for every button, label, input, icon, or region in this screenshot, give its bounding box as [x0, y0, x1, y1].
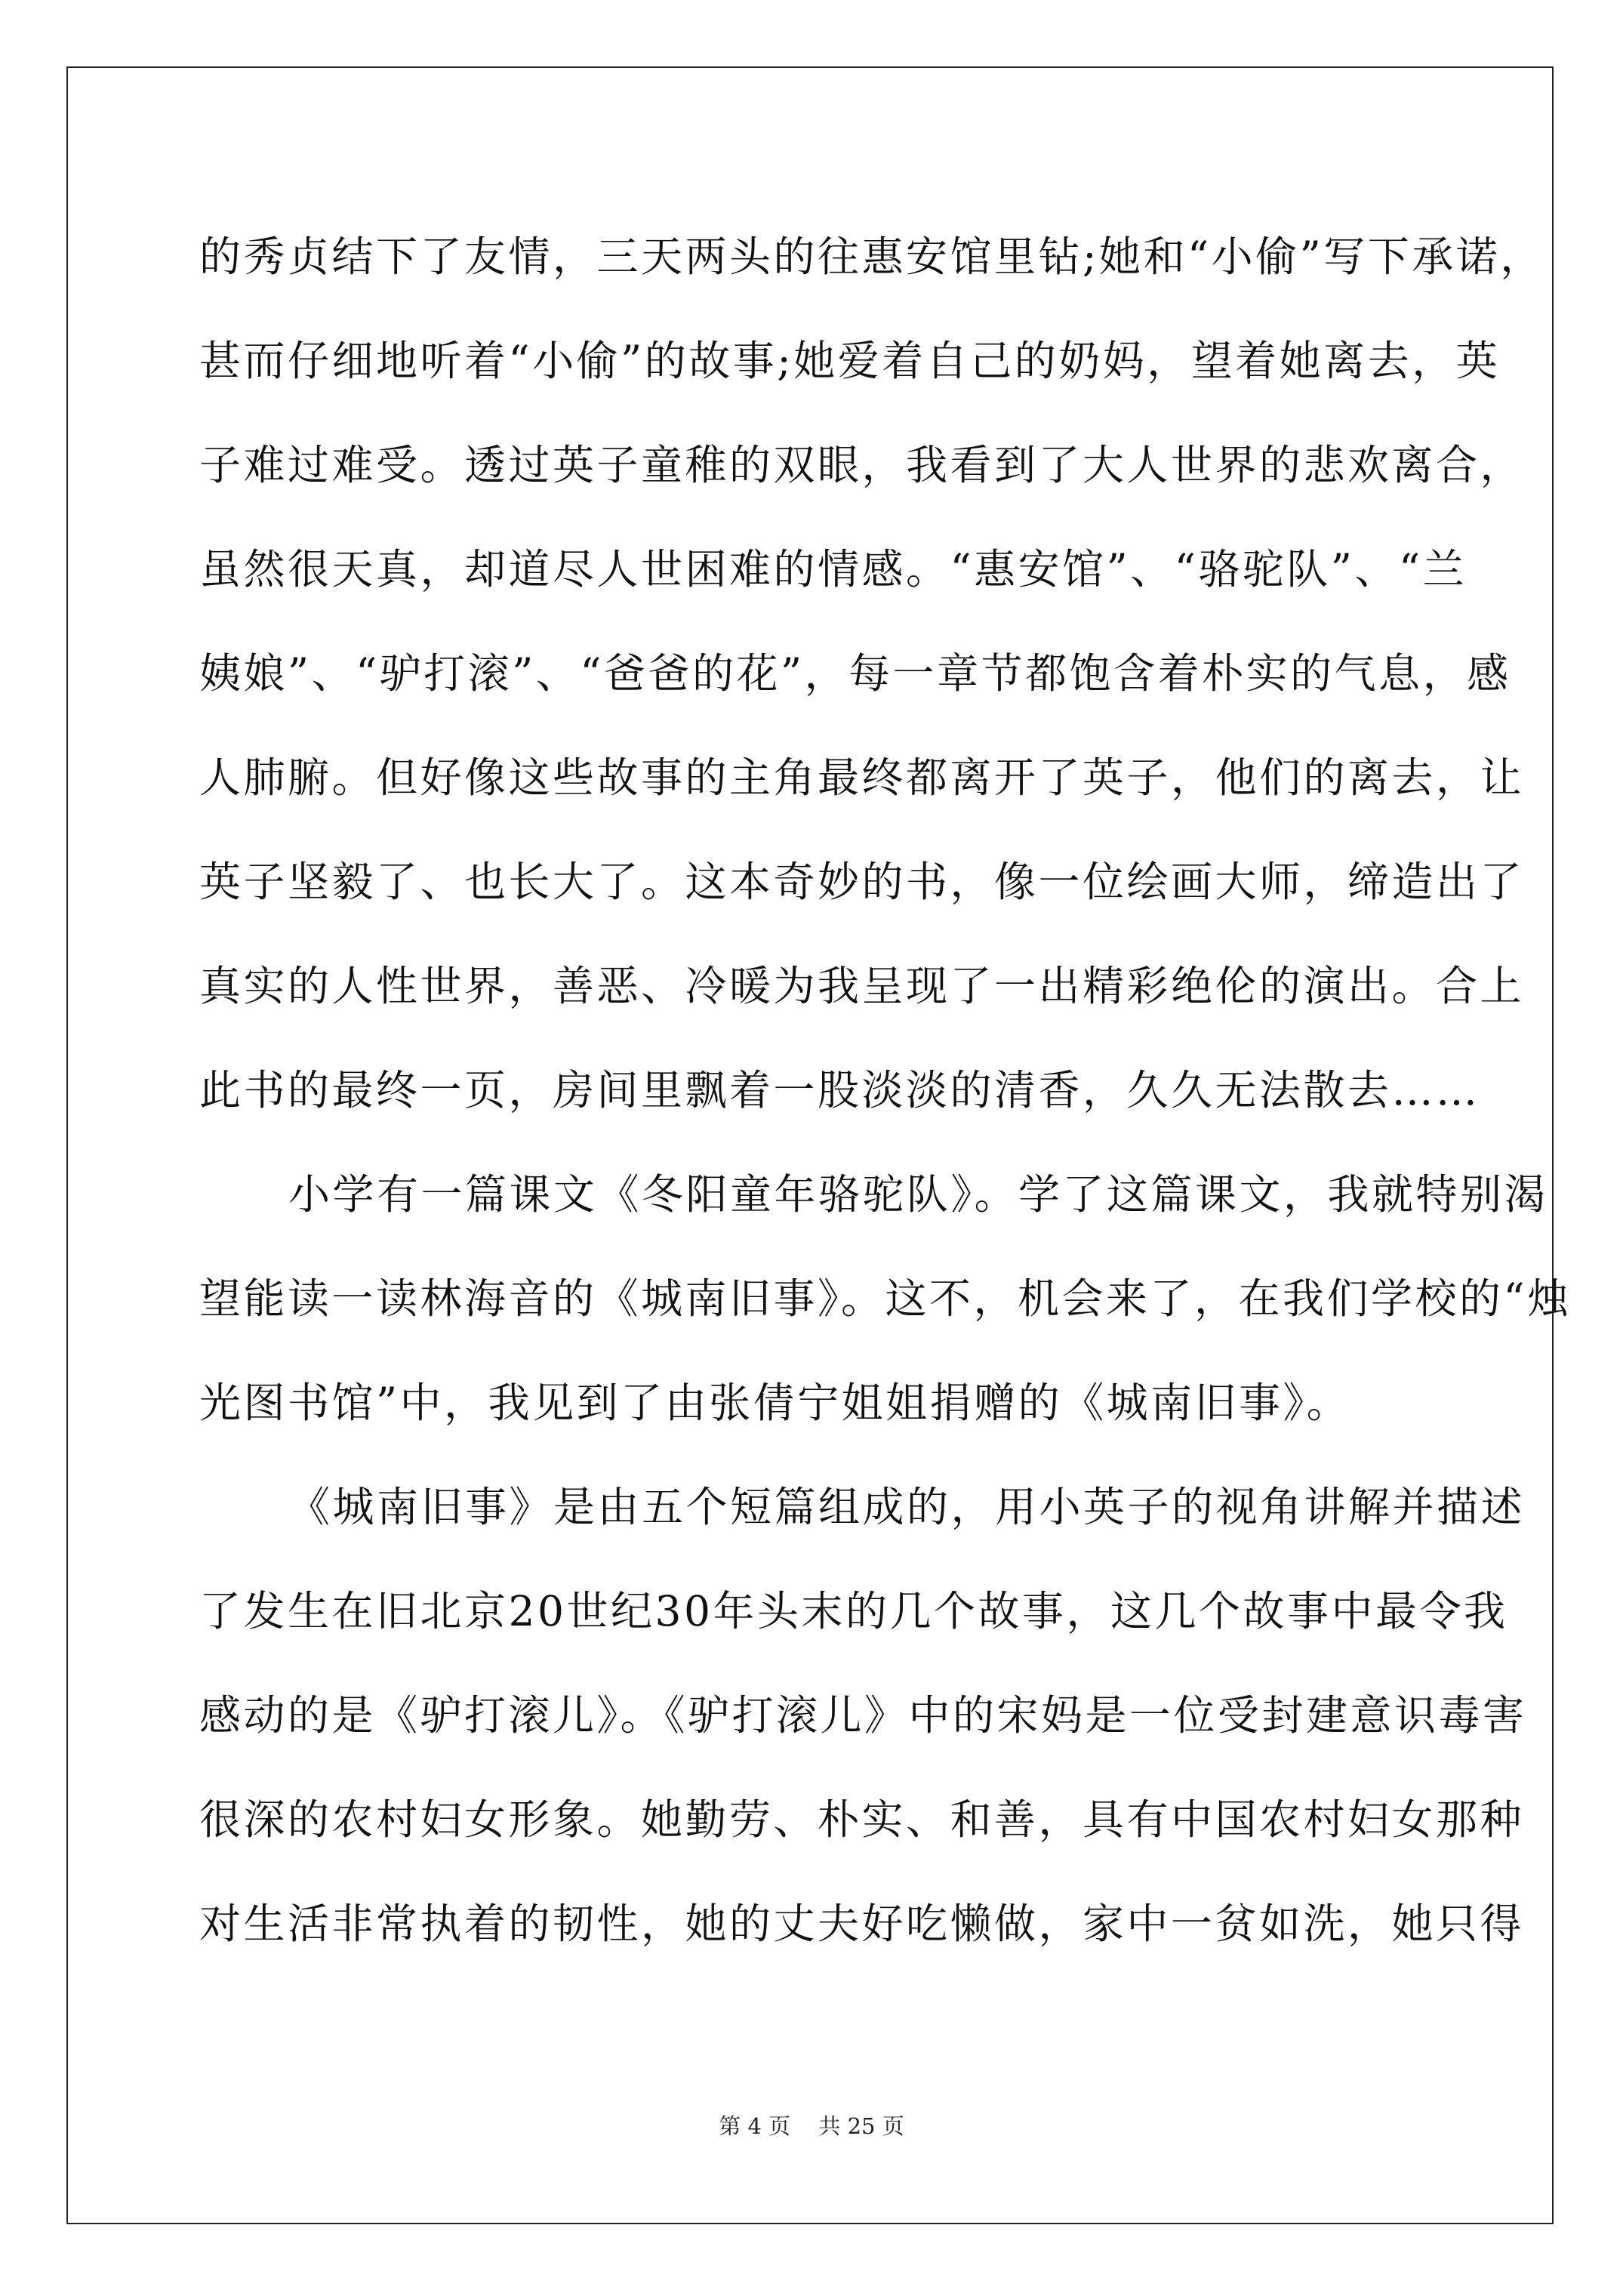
page-number: 第 4 页 [719, 2113, 791, 2139]
text-line: 英子坚毅了、也长大了。这本奇妙的书，像一位绘画大师，缔造出了 [199, 858, 1525, 906]
text-line: 光图书馆”中，我见到了由张倩宁姐姐捐赠的《城南旧事》。 [199, 1379, 1351, 1427]
paragraph-first-line: 《城南旧事》是由五个短篇组成的，用小英子的视角讲解并描述 [288, 1483, 1526, 1531]
text-line: 此书的最终一页，房间里飘着一股淡淡的清香，久久无法散去…… [199, 1066, 1480, 1114]
text-line: 真实的人性世界，善恶、冷暖为我呈现了一出精彩绝伦的演出。合上 [199, 962, 1525, 1010]
text-line: 望能读一读林海音的《城南旧事》。这不，机会来了，在我们学校的“烛 [199, 1274, 1572, 1323]
paragraph-first-line: 小学有一篇课文《冬阳童年骆驼队》。学了这篇课文，我就特别渴 [288, 1170, 1549, 1219]
text-line: 人肺腑。但好像这些故事的主角最终都离开了英子，他们的离去，让 [199, 754, 1525, 802]
page-footer [0, 2113, 1623, 2140]
text-line: 感动的是《驴打滚儿》。《驴打滚儿》中的宋妈是一位受封建意识毒害 [199, 1691, 1527, 1740]
text-line: 虽然很天真，却道尽人世困难的情感。“惠安馆”、“骆驼队”、“兰 [199, 545, 1467, 593]
text-line: 的秀贞结下了友情，三天两头的往惠安馆里钻;她和“小偷”写下承诺， [199, 233, 1544, 281]
text-line: 了发生在旧北京20世纪30年头末的几个故事，这几个故事中最令我 [199, 1587, 1508, 1635]
page-total: 共 25 页 [818, 2113, 904, 2139]
text-line: 甚而仔细地听着“小偷”的故事;她爱着自己的奶妈，望着她离去，英 [199, 337, 1501, 385]
text-line: 子难过难受。透过英子童稚的双眼，我看到了大人世界的悲欢离合， [199, 441, 1525, 489]
text-line: 姨娘”、“驴打滚”、“爸爸的花”，每一章节都饱含着朴实的气息，感 [199, 649, 1511, 698]
text-line: 对生活非常执着的韧性，她的丈夫好吃懒做，家中一贫如洗，她只得 [199, 1900, 1525, 1948]
text-line: 很深的农村妇女形象。她勤劳、朴实、和善，具有中国农村妇女那种 [199, 1795, 1525, 1844]
